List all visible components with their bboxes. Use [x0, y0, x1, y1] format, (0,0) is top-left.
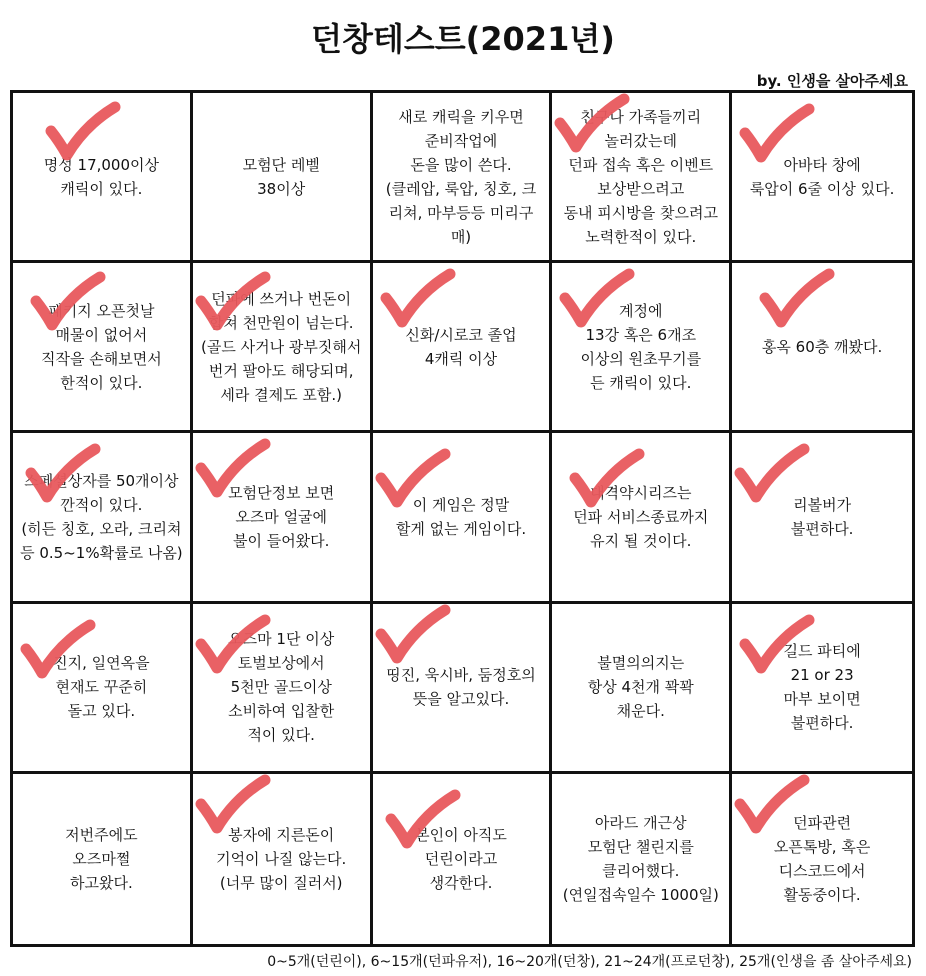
bingo-cell — [552, 263, 732, 433]
bingo-cell — [732, 263, 912, 433]
bingo-cell — [732, 433, 912, 603]
bingo-cell-text: 모험단 레벨 38이상 — [242, 155, 320, 198]
bingo-cell — [193, 263, 373, 433]
bingo-cell — [732, 604, 912, 774]
bingo-cell-text: 대격약시리즈는 던파 서비스종료까지 유지 될 것이다. — [573, 483, 709, 550]
bingo-cell — [193, 604, 373, 774]
bingo-cell-text: 오즈마 1단 이상 토벌보상에서 5천만 골드이상 소비하여 입찰한 적이 있다. — [228, 630, 335, 745]
bingo-cell-text: 던파에 쓰거나 번돈이 합쳐 천만원이 넘는다. (골드 사거나 광부짓해서 번거 팔아도 해당되며, 세라 결제도 포함.) — [201, 289, 362, 404]
bingo-cell-text: 길드 파티에 21 or 23 마부 보이면 불편하다. — [783, 642, 861, 733]
bingo-cell — [373, 433, 553, 603]
bingo-cell — [552, 604, 732, 774]
bingo-cell-text: 띵진, 욱시바, 둠정호의 뜻을 알고있다. — [386, 666, 536, 709]
bingo-cell-text: 패키지 오픈첫날 매물이 없어서 직작을 손해보면서 한적이 있다. — [41, 301, 162, 392]
bingo-cell-text: 이 게임은 정말 할게 없는 게임이다. — [395, 495, 527, 538]
bingo-cell — [193, 93, 373, 263]
bingo-cell — [732, 93, 912, 263]
bingo-cell-text: 계정에 13강 혹은 6개조 이상의 원초무기를 든 캐릭이 있다. — [580, 301, 702, 392]
bingo-grid — [10, 90, 915, 947]
page-title: 던창테스트(2021년) — [311, 20, 615, 58]
bingo-cell-text: 진지, 일연옥을 현재도 꾸준히 돌고 있다. — [53, 654, 150, 721]
bingo-cell-text: 던파관련 오픈톡방, 혹은 디스코드에서 활동중이다. — [773, 813, 871, 904]
score-legend: 0~5개(던린이), 6~15개(던파유저), 16~20개(던창), 21~24개(프로던창), 25개(인생을 좀 살아주세요) — [267, 954, 912, 970]
bingo-cell-text: 스페셜상자를 50개이상 깐적이 있다. (히든 칭호, 오라, 크리쳐 등 0.5~1%확률로 나옴) — [20, 471, 183, 562]
bingo-cell — [552, 433, 732, 603]
check-mark-icon — [757, 268, 837, 332]
bingo-cell-text: 아라드 개근상 모험단 챌린지를 클리어했다. (연일접속일수 1000일) — [562, 813, 719, 904]
bingo-cell-text: 봉자에 지른돈이 기억이 나질 않는다. (너무 많이 질러서) — [216, 825, 347, 892]
bingo-cell — [13, 93, 193, 263]
bingo-cell-text: 명성 17,000이상 캐릭이 있다. — [43, 155, 159, 198]
bingo-cell — [373, 263, 553, 433]
bingo-cell — [13, 774, 193, 944]
bingo-cell-text: 저번주에도 오즈마쩔 하고왔다. — [65, 825, 138, 892]
bingo-cell — [732, 774, 912, 944]
bingo-cell-text: 본인이 아직도 던린이라고 생각한다. — [415, 825, 507, 892]
bingo-cell-text: 모험단정보 보면 오즈마 얼굴에 불이 들어왔다. — [228, 483, 335, 550]
author-byline: by. 인생을 살아주세요 — [756, 72, 908, 90]
bingo-cell — [373, 604, 553, 774]
bingo-cell — [13, 604, 193, 774]
bingo-cell-text: 친구나 가족들끼리 놀러갔는데 던파 접속 혹은 이벤트 보상받으려고 동내 피시방을 찾으려고 노력한적이 있다. — [563, 107, 718, 246]
bingo-cell-text: 신화/시로코 졸업 4캐릭 이상 — [405, 325, 517, 368]
bingo-cell-text: 불멸의의지는 항상 4천개 꽉꽉 채운다. — [587, 654, 694, 721]
check-mark-icon — [373, 604, 453, 668]
bingo-cell — [193, 433, 373, 603]
bingo-cell — [193, 774, 373, 944]
bingo-cell — [552, 774, 732, 944]
bingo-cell-text: 새로 캐릭을 키우면 준비작업에 돈을 많이 쓴다. (클레압, 룩압, 칭호, 크 리쳐, 마부등등 미리구 매) — [385, 107, 537, 246]
bingo-cell — [373, 774, 553, 944]
bingo-cell — [13, 263, 193, 433]
bingo-cell — [552, 93, 732, 263]
bingo-cell-text: 홍옥 60층 깨봤다. — [761, 337, 883, 356]
bingo-cell — [373, 93, 553, 263]
bingo-cell — [13, 433, 193, 603]
bingo-cell-text: 아바타 창에 룩압이 6줄 이상 있다. — [749, 155, 895, 198]
bingo-cell-text: 리볼버가 불편하다. — [790, 495, 854, 538]
